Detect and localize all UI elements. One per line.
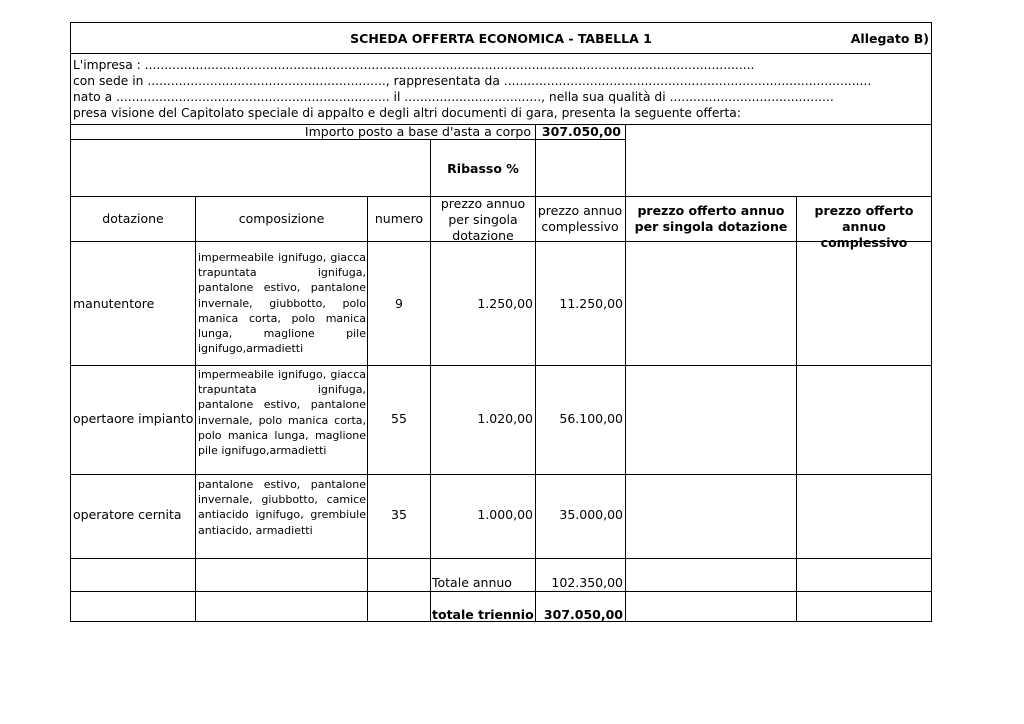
col-header-dotazione: dotazione <box>102 211 164 226</box>
offer-sheet <box>70 22 932 622</box>
row-composizione: impermeabile ignifugo, giacca trapuntata ignifuga, pantalone estivo, pantalone invernale, giubbotto, polo manica corta, polo manica lunga, maglione pile ignifugo,armadietti <box>198 251 366 356</box>
row-divider-3 <box>71 558 931 559</box>
total-triennium-value: 307.050,00 <box>543 607 623 622</box>
attachment-label: Allegato B) <box>850 31 929 46</box>
row-numero: 35 <box>391 507 407 522</box>
ribasso-label: Ribasso % <box>447 161 519 176</box>
col-line-2 <box>367 196 368 622</box>
sheet-title: SCHEDA OFFERTA ECONOMICA - TABELLA 1 <box>350 31 652 46</box>
row-divider-2 <box>71 474 931 475</box>
col-line-4 <box>535 124 536 622</box>
col-line-1 <box>195 196 196 622</box>
row-divider-4 <box>71 591 931 592</box>
col-line-5 <box>625 124 626 622</box>
total-annual-label: Totale annuo <box>432 575 512 590</box>
base-row-divider <box>71 139 626 140</box>
intro-line-seat: con sede in ............................................................., rappresentata da .............................................................................................. <box>73 74 872 88</box>
row-numero: 55 <box>391 411 407 426</box>
col-header-prezzo-complessivo: prezzo annuo complessivo <box>537 203 623 234</box>
col-line-6 <box>796 196 797 622</box>
intro-line-statement: presa visione del Capitolato speciale di appalto e degli altri documenti di gara, presenta la seguente offerta: <box>73 106 741 120</box>
row-numero: 9 <box>395 296 403 311</box>
row-prezzo-singola: 1.000,00 <box>477 507 533 522</box>
base-amount-value: 307.050,00 <box>541 124 621 139</box>
intro-line-company: L'impresa : ............................................................................................................................................................ <box>73 58 755 72</box>
total-triennium-label: totale triennio <box>432 607 534 622</box>
col-header-offerto-complessivo: prezzo offerto annuo complessivo <box>814 203 914 250</box>
row-prezzo-singola: 1.020,00 <box>477 411 533 426</box>
total-annual-value: 102.350,00 <box>551 575 623 590</box>
row-dotazione: operatore cernita <box>73 507 182 522</box>
intro-line-born: nato a ...................................................................... il ..................................., nella sua qualità di .......................................... <box>73 90 834 104</box>
row-composizione: impermeabile ignifugo, giacca trapuntata ignifuga, pantalone estivo, pantalone invernale, polo manica corta, polo manica lunga, maglione pile ignifugo,armadietti <box>198 368 366 458</box>
row-prezzo-singola: 1.250,00 <box>477 296 533 311</box>
col-header-prezzo-singola: prezzo annuo per singola dotazione <box>440 196 526 243</box>
base-amount-label: Importo posto a base d'asta a corpo <box>304 124 531 139</box>
col-header-numero: numero <box>374 211 424 226</box>
row-prezzo-complessivo: 56.100,00 <box>559 411 623 426</box>
row-divider-1 <box>71 365 931 366</box>
row-dotazione: opertaore impianto <box>73 411 194 426</box>
col-header-offerto-singola: prezzo offerto annuo per singola dotazione <box>634 203 788 234</box>
col-header-composizione: composizione <box>238 211 325 226</box>
row-dotazione: manutentore <box>73 296 155 311</box>
header-divider <box>71 53 931 54</box>
row-prezzo-complessivo: 35.000,00 <box>559 507 623 522</box>
row-composizione: pantalone estivo, pantalone invernale, giubbotto, camice antiacido ignifugo, grembiule antiacido, armadietti <box>198 478 366 537</box>
row-prezzo-complessivo: 11.250,00 <box>559 296 623 311</box>
col-line-3 <box>430 139 431 622</box>
